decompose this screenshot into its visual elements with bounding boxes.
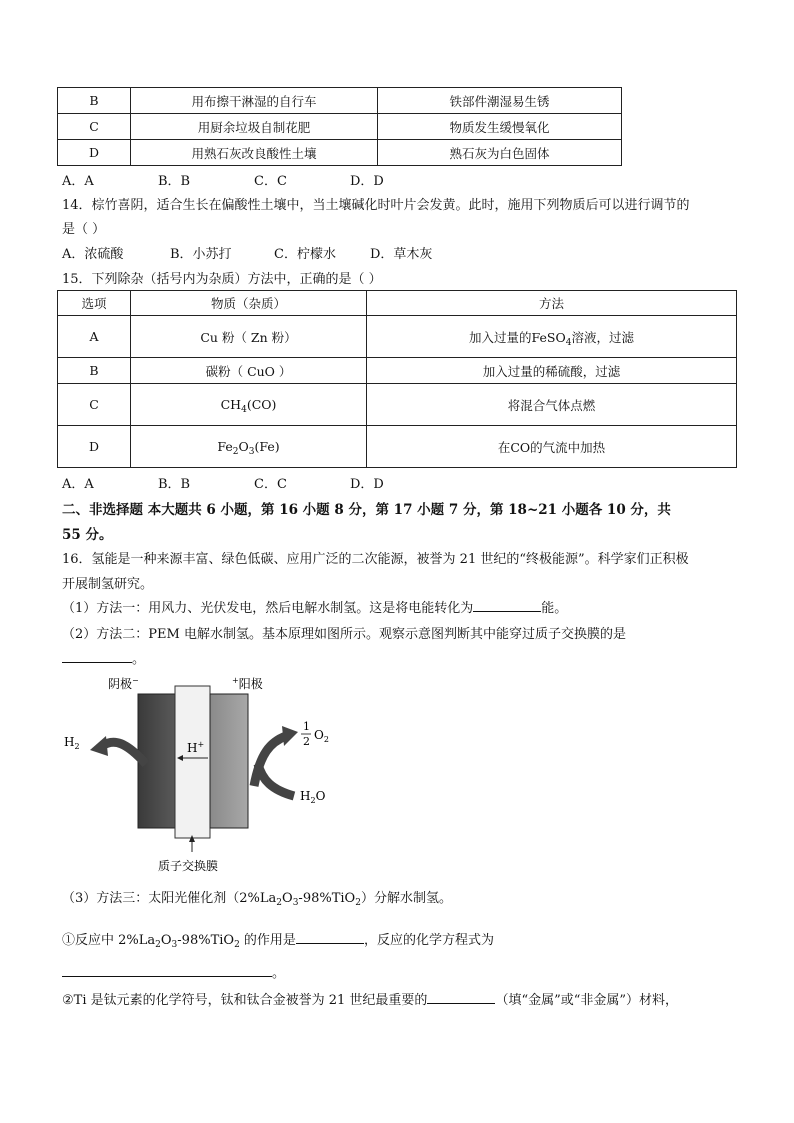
option-d[interactable]: D．草木灰 [370, 247, 433, 262]
subscript: 4 [565, 337, 572, 348]
q16-intro-line2: 开展制氢研究。 [62, 577, 154, 592]
option-d[interactable]: D．D [350, 477, 384, 492]
sub1-text-ti: -98%TiO [177, 933, 235, 948]
part3-text-end: ）分解水制氢。 [360, 891, 452, 906]
part1-end: 能。 [541, 601, 568, 616]
q16-sub2 [62, 989, 678, 1008]
q14-stem-line1: 14．棕竹喜阴，适合生长在偏酸性土壤中，当土壤碱化时叶片会发黄。此时，施用下列物质后可以进行调节的 [62, 198, 690, 213]
option-cell: D [58, 426, 131, 468]
table-row [58, 88, 622, 114]
answer-blank[interactable] [296, 931, 364, 944]
formula-fe: Fe [217, 439, 233, 454]
method-cell: 将混合气体点燃 [367, 384, 737, 426]
substance-cell [131, 384, 367, 426]
h2-arrowhead [90, 736, 108, 756]
q16-sub1: ①反应中 $2\%La_2O_3-98\%TiO_2$ 的作用是 ，反应的化学方程式为 [62, 933, 494, 950]
option-c[interactable]: C．柠檬水 [274, 247, 336, 262]
formula-impurity: (Fe) [254, 439, 280, 454]
section-heading-line1: 二、非选择题 本大题共 6 小题，第 16 小题 8 分，第 17 小题 7 分，第 18~21 小题各 10 分，共 [62, 502, 671, 518]
reason-cell: 物质发生缓慢氧化 [378, 114, 622, 140]
q14-options [62, 243, 432, 262]
membrane-label: 质子交换膜 [158, 859, 219, 873]
method-cell [367, 316, 737, 358]
method-cell: 加入过量的稀硫酸，过滤 [367, 358, 737, 384]
part3-text-ti: -98%TiO [298, 891, 356, 906]
subscript: 2 [232, 447, 239, 457]
q14-stem-line2: 是（ ） [62, 222, 106, 237]
period: 。 [132, 652, 146, 667]
anode-plate [210, 694, 248, 828]
option-b[interactable]: B．小苏打 [170, 247, 232, 262]
subscript: 4 [241, 405, 247, 415]
table-row [58, 384, 737, 426]
method-cell: 在CO的气流中加热 [367, 426, 737, 468]
q15-table [57, 290, 737, 468]
option-b[interactable]: B．B [158, 477, 191, 492]
sub1-role: 的作用是 [239, 933, 296, 948]
table-row [58, 316, 737, 358]
section-heading-line2: 55 分。 [62, 527, 113, 543]
option-c[interactable]: C．C [254, 174, 287, 189]
table-row [58, 426, 737, 468]
option-cell: C [58, 114, 131, 140]
action-cell: 用熟石灰改良酸性土壤 [131, 140, 378, 166]
option-d[interactable]: D．D [350, 174, 384, 189]
sub1-text: ①反应中 2%La [62, 933, 156, 948]
option-cell: C [58, 384, 131, 426]
answer-blank[interactable] [62, 650, 132, 663]
option-a[interactable]: A．A [62, 174, 94, 189]
cathode-label: 阴极− [108, 676, 139, 691]
option-b[interactable]: B．B [158, 174, 191, 189]
part3-text: （3）方法三：太阳光催化剂（2%La [62, 891, 277, 906]
answer-blank[interactable] [473, 599, 541, 612]
option-cell: B [58, 358, 131, 384]
option-cell: D [58, 140, 131, 166]
hplus-label: H+ [187, 740, 205, 755]
option-a[interactable]: A．A [62, 477, 94, 492]
formula-impurity: (CO) [246, 397, 277, 412]
o2-arrowhead [282, 726, 298, 746]
q16-part2-answer [62, 648, 145, 667]
option-cell: A [58, 316, 131, 358]
sub1-text-o: O [160, 933, 172, 948]
sub2-text: ②Ti 是钛元素的化学符号，钛和钛合金被誉为 21 世纪最重要的 [62, 993, 428, 1008]
q15-stem: 15．下列除杂（括号内为杂质）方法中，正确的是（ ） [62, 272, 382, 287]
table-header-row [58, 291, 737, 316]
part1-text: （1）方法一：用风力、光伏发电，然后电解水制氢。这是将电能转化为 [62, 601, 474, 616]
half-denominator: 2 [303, 735, 310, 748]
answer-blank[interactable] [427, 991, 495, 1004]
q16-part2: （2）方法二：PEM 电解水制氢。基本原理如图所示。观察示意图判断其中能穿过质子交换膜的是 [62, 627, 626, 642]
q13-table [57, 87, 622, 166]
period: 。 [272, 966, 286, 981]
pem-diagram [62, 672, 352, 877]
option-a[interactable]: A．浓硫酸 [62, 247, 124, 262]
table-row [58, 358, 737, 384]
substance-cell: Cu 粉（ Zn 粉） [131, 316, 367, 358]
formula-ch: CH [220, 397, 242, 412]
option-c[interactable]: C．C [254, 477, 287, 492]
table-row [58, 114, 622, 140]
method-text-end: 溶液，过滤 [571, 329, 634, 345]
equation-blank[interactable] [62, 964, 272, 977]
q15-options [62, 473, 384, 492]
action-cell: 用布擦干淋湿的自行车 [131, 88, 378, 114]
part3-text-o: O [282, 891, 293, 906]
substance-cell [131, 426, 367, 468]
q16-part3: （3）方法三：太阳光催化剂$(2\%La_2O_3-98\%TiO_2)$分解水制氢。 [62, 891, 452, 908]
header-method: 方法 [367, 291, 737, 316]
formula-o: O [238, 439, 249, 454]
sub1-equation: ，反应的化学方程式为 [363, 933, 494, 948]
q16-part1 [62, 597, 567, 616]
reason-cell: 铁部件潮湿易生锈 [378, 88, 622, 114]
h2o-arrow [258, 764, 294, 796]
header-option: 选项 [58, 291, 131, 316]
anode-label: +阳极 [232, 676, 263, 691]
q13-options [62, 170, 384, 189]
reason-cell: 熟石灰为白色固体 [378, 140, 622, 166]
o2-label: $O_2$ [314, 728, 329, 744]
q16-sub1-equation-line [62, 962, 285, 981]
option-cell: B [58, 88, 131, 114]
sub2-text-end: （填“金属”或“非金属”）材料， [495, 993, 679, 1008]
membrane [175, 686, 210, 838]
subscript: 3 [248, 447, 255, 457]
action-cell: 用厨余垃圾自制花肥 [131, 114, 378, 140]
table-row [58, 140, 622, 166]
substance-cell: 碳粉（ CuO ） [131, 358, 367, 384]
h2-label: $H_2$ [64, 735, 80, 751]
q16-intro-line1: 16．氢能是一种来源丰富、绿色低碳、应用广泛的二次能源，被誉为 21 世纪的“终极能源”。科学家们正积极 [62, 552, 689, 567]
h2o-label: $H_2O$ [300, 789, 326, 805]
method-text: 加入过量的FeSO [469, 329, 566, 345]
header-substance: 物质（杂质） [131, 291, 367, 316]
half-numerator: 1 [303, 720, 310, 733]
